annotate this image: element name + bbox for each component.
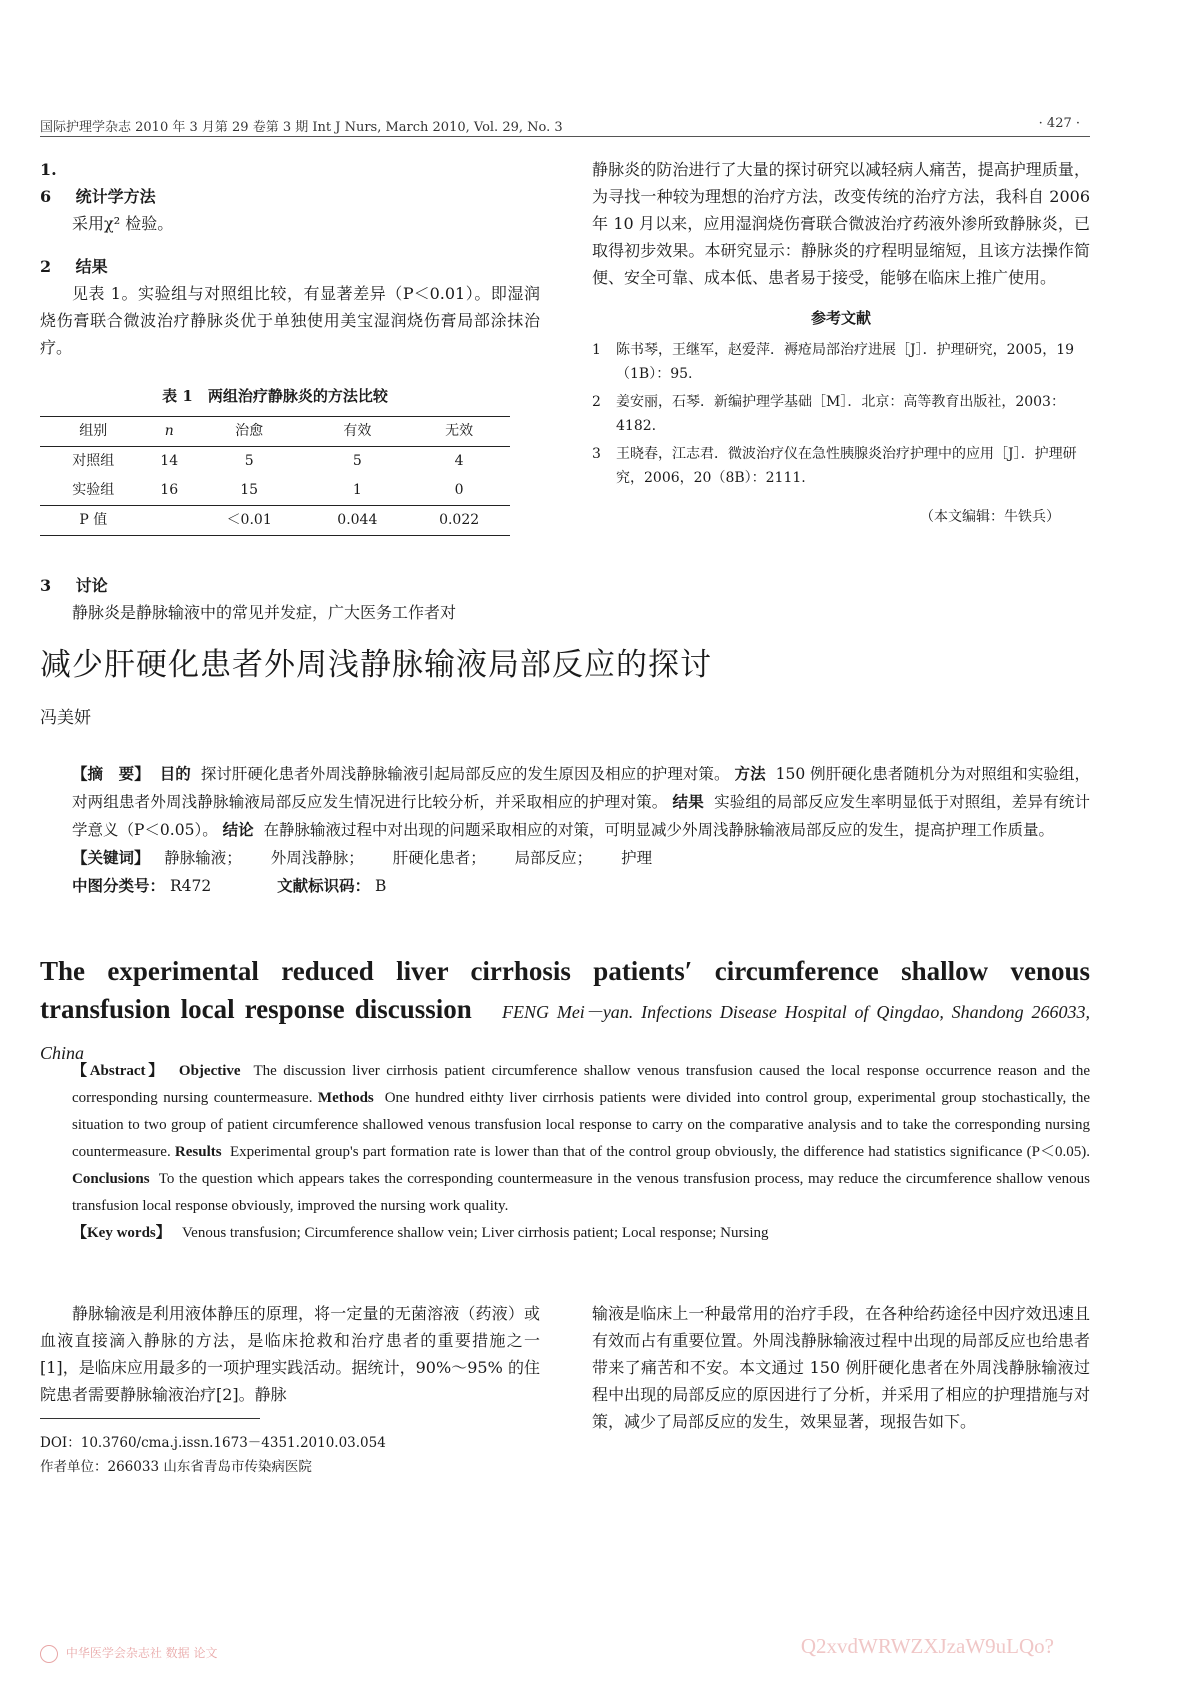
section-heading-2: 2 结果 xyxy=(40,257,108,276)
keyword: 肝硬化患者； xyxy=(392,849,486,867)
table-row xyxy=(40,476,510,506)
keywords-label-en: 【Key words】 xyxy=(72,1225,171,1241)
header-rule xyxy=(40,136,1090,137)
table-header-cell: 治愈 xyxy=(235,423,264,439)
table-header-row xyxy=(40,417,510,447)
table-row xyxy=(40,506,510,536)
conclusion-text: 在静脉输液过程中对出现的问题采取相应的对策，可明显减少外周浅静脉输液局部反应的发生，提高护理工作质量。 xyxy=(263,821,1055,839)
keywords-label: 【关键词】 xyxy=(72,848,150,867)
objective-text-en: The discussion liver cirrhosis patient circumference shallow venous transfusion caused the local response occurrence reason and the corresponding nursing countermeasure. xyxy=(72,1063,1090,1106)
table-cell: 0.044 xyxy=(337,512,378,528)
right-column-top xyxy=(592,156,1090,545)
table-cell: P 值 xyxy=(79,512,108,528)
results-text-en: Experimental group's part formation rate is lower than that of the control group obviously, the difference had statistics significance (P＜0.05). xyxy=(230,1144,1090,1160)
objective-text: 探讨肝硬化患者外周浅静脉输液引起局部反应的发生原因及相应的护理对策。 xyxy=(200,765,730,783)
table-header-cell: n xyxy=(164,423,174,439)
table-cell: 5 xyxy=(244,453,254,469)
table-cell: 14 xyxy=(160,453,179,469)
methods-label: 方法 xyxy=(734,764,766,783)
objective-label-en: Objective xyxy=(178,1063,241,1079)
objective-label: 目的 xyxy=(159,764,191,783)
reference-item: 3 王晓春，江志君．微波治疗仪在急性胰腺炎治疗护理中的应用［J］．护理研究，2006，20（8B）：2111. xyxy=(592,446,1077,486)
section-heading-3: 3 讨论 xyxy=(40,576,108,595)
table-header-cell: 无效 xyxy=(445,423,474,439)
keywords-line xyxy=(40,844,1090,872)
table-cell: 15 xyxy=(240,482,259,498)
stats-method-text: 采用χ² 检验。 xyxy=(72,214,174,233)
methods-text: 150 例肝硬化患者随机分为对照组和实验组，对两组患者外周浅静脉输液局部反应发生情况进行比较分析，并采取相应的护理对策。 xyxy=(72,765,1091,811)
table-cell: 0.022 xyxy=(439,512,480,528)
table-header-cell: 组别 xyxy=(79,423,108,439)
clc-label: 中图分类号： xyxy=(72,876,166,895)
results-label-en: Results xyxy=(174,1144,222,1160)
discussion-text: 静脉炎是静脉输液中的常见并发症，广大医务工作者对 xyxy=(72,603,457,622)
keyword: 外周浅静脉； xyxy=(270,849,364,867)
discussion-continued-text: 静脉炎的防治进行了大量的探讨研究以减轻病人痛苦，提高护理质量，为寻找一种较为理想的治疗方法，改变传统的治疗方法，我科自 2006 年 10 月以来，应用湿润烧伤膏联合微波治疗药液外渗所致静脉炎，已取得初步效果。本研究显示：静脉炎的疗程明显缩短，且该方法操作简便、安全可靠、成本低、患者易于接受，能够在临床上推广使用。 xyxy=(592,160,1090,287)
methods-label-en: Methods xyxy=(317,1090,374,1106)
editor-note: （本文编辑：牛铁兵） xyxy=(920,509,1060,525)
clc-value: R472 xyxy=(169,877,212,895)
conclusions-text-en: To the question which appears takes the corresponding countermeasure in the venous transfusion process, may reduce the circumference shallow venous transfusion local response obviously, improved the nursing work quality. xyxy=(72,1171,1090,1214)
classification-line xyxy=(40,872,1090,900)
author-name: 冯美妍 xyxy=(40,708,91,728)
results-label: 结果 xyxy=(672,792,704,811)
english-title-block xyxy=(40,952,1090,1072)
body-left-column xyxy=(40,1300,540,1479)
english-title: The experimental reduced liver cirrhosis patients′ circumference shallow venous transfusion local response discussion xyxy=(40,956,1090,1024)
table-cell: 对照组 xyxy=(72,453,115,469)
watermark-code: Q2xvdWRWZXJzaW9uLQo? xyxy=(800,1634,1054,1658)
conclusion-label: 结论 xyxy=(222,820,254,839)
author-unit-footnote: 作者单位：266033 山东省青岛市传染病医院 xyxy=(40,1459,312,1475)
doi-footnote: DOI：10.3760/cma.j.issn.1673－4351.2010.03.054 xyxy=(40,1435,386,1451)
chinese-abstract xyxy=(40,760,1090,900)
results-table xyxy=(40,383,510,536)
publisher-watermark: 中华医学会杂志社 数据 论文 xyxy=(40,1644,217,1663)
table-cell: ＜0.01 xyxy=(226,512,272,528)
results-text-abstract: 实验组的局部反应发生率明显低于对照组，差异有统计学意义（P＜0.05）。 xyxy=(72,793,1090,839)
doc-code-value: B xyxy=(375,877,387,895)
keyword: 静脉输液； xyxy=(164,849,242,867)
table-cell: 0 xyxy=(454,482,464,498)
methods-text-en: One hundred eithty liver cirrhosis patients were divided into control group, experimental group stochastically, the situation to two group of patient circumference shallowed venous transfusion local response to carry on the comparative analysis and to take the corresponding nursing countermeasure. xyxy=(72,1090,1091,1160)
table-cell xyxy=(147,506,192,536)
table-cell: 16 xyxy=(160,482,179,498)
section-heading-1-6: 1. 6 统计学方法 xyxy=(40,160,156,206)
body-right-column xyxy=(592,1300,1090,1435)
table-cell: 4 xyxy=(454,453,464,469)
table-header-cell: 有效 xyxy=(343,423,372,439)
abstract-label: 【摘 要】 xyxy=(72,764,150,783)
journal-citation: 国际护理学杂志 2010 年 3 月第 29 卷第 3 期 Int J Nurs, March 2010, Vol. 29, No. 3 xyxy=(40,120,563,135)
table-cell: 实验组 xyxy=(72,482,115,498)
keyword: 局部反应； xyxy=(514,849,593,867)
footnote-rule xyxy=(40,1418,260,1419)
table-row xyxy=(40,447,510,477)
doc-code-label: 文献标识码： xyxy=(277,876,371,895)
conclusions-label-en: Conclusions xyxy=(72,1171,150,1187)
page-number: · 427 · xyxy=(1038,116,1080,131)
reference-item: 1 陈书琴，王继军，赵爱萍．褥疮局部治疗进展［J］．护理研究，2005，19（1B）：95. xyxy=(592,342,1075,382)
left-column-top xyxy=(40,156,540,626)
table-cell: 5 xyxy=(352,453,362,469)
keyword: 护理 xyxy=(621,849,653,867)
seal-icon xyxy=(40,1645,58,1663)
english-affiliation: FENG Mei－yan. Infections Disease Hospital of Qingdao, Shandong 266033, China xyxy=(40,1002,1091,1063)
body-paragraph: 静脉输液是利用液体静压的原理，将一定量的无菌溶液（药液）或血液直接滴入静脉的方法，是临床抢救和治疗患者的重要措施之一[1]，是临床应用最多的一项护理实践活动。据统计，90%～95% 的住院患者需要静脉输液治疗[2]。静脉 xyxy=(40,1304,540,1404)
results-text: 见表 1。实验组与对照组比较，有显著差异（P＜0.01）。即湿润烧伤膏联合微波治疗静脉炎优于单独使用美宝湿润烧伤膏局部涂抹治疗。 xyxy=(40,284,540,357)
keywords-en: Venous transfusion; Circumference shallow vein; Liver cirrhosis patient; Local response; Nursing xyxy=(182,1225,769,1241)
table-caption: 表 1 两组治疗静脉炎的方法比较 xyxy=(162,387,388,405)
english-abstract xyxy=(40,1058,1090,1247)
references-title: 参考文献 xyxy=(810,309,871,327)
abstract-label-en: 【Abstract】 xyxy=(72,1063,166,1079)
article-title: 减少肝硬化患者外周浅静脉输液局部反应的探讨 xyxy=(40,646,712,683)
table-cell: 1 xyxy=(352,482,362,498)
reference-item: 2 姜安丽，石琴．新编护理学基础［M］．北京：高等教育出版社，2003：4182. xyxy=(592,394,1065,434)
body-paragraph-continued: 输液是临床上一种最常用的治疗手段，在各种给药途径中因疗效迅速且有效而占有重要位置。外周浅静脉输液过程中出现的局部反应也给患者带来了痛苦和不安。本文通过 150 例肝硬化患者在外周浅静脉输液过程中出现的局部反应的原因进行了分析，并采用了相应的护理措施与对策，减少了局部反应的发生，效果显著，现报告如下。 xyxy=(592,1304,1090,1431)
